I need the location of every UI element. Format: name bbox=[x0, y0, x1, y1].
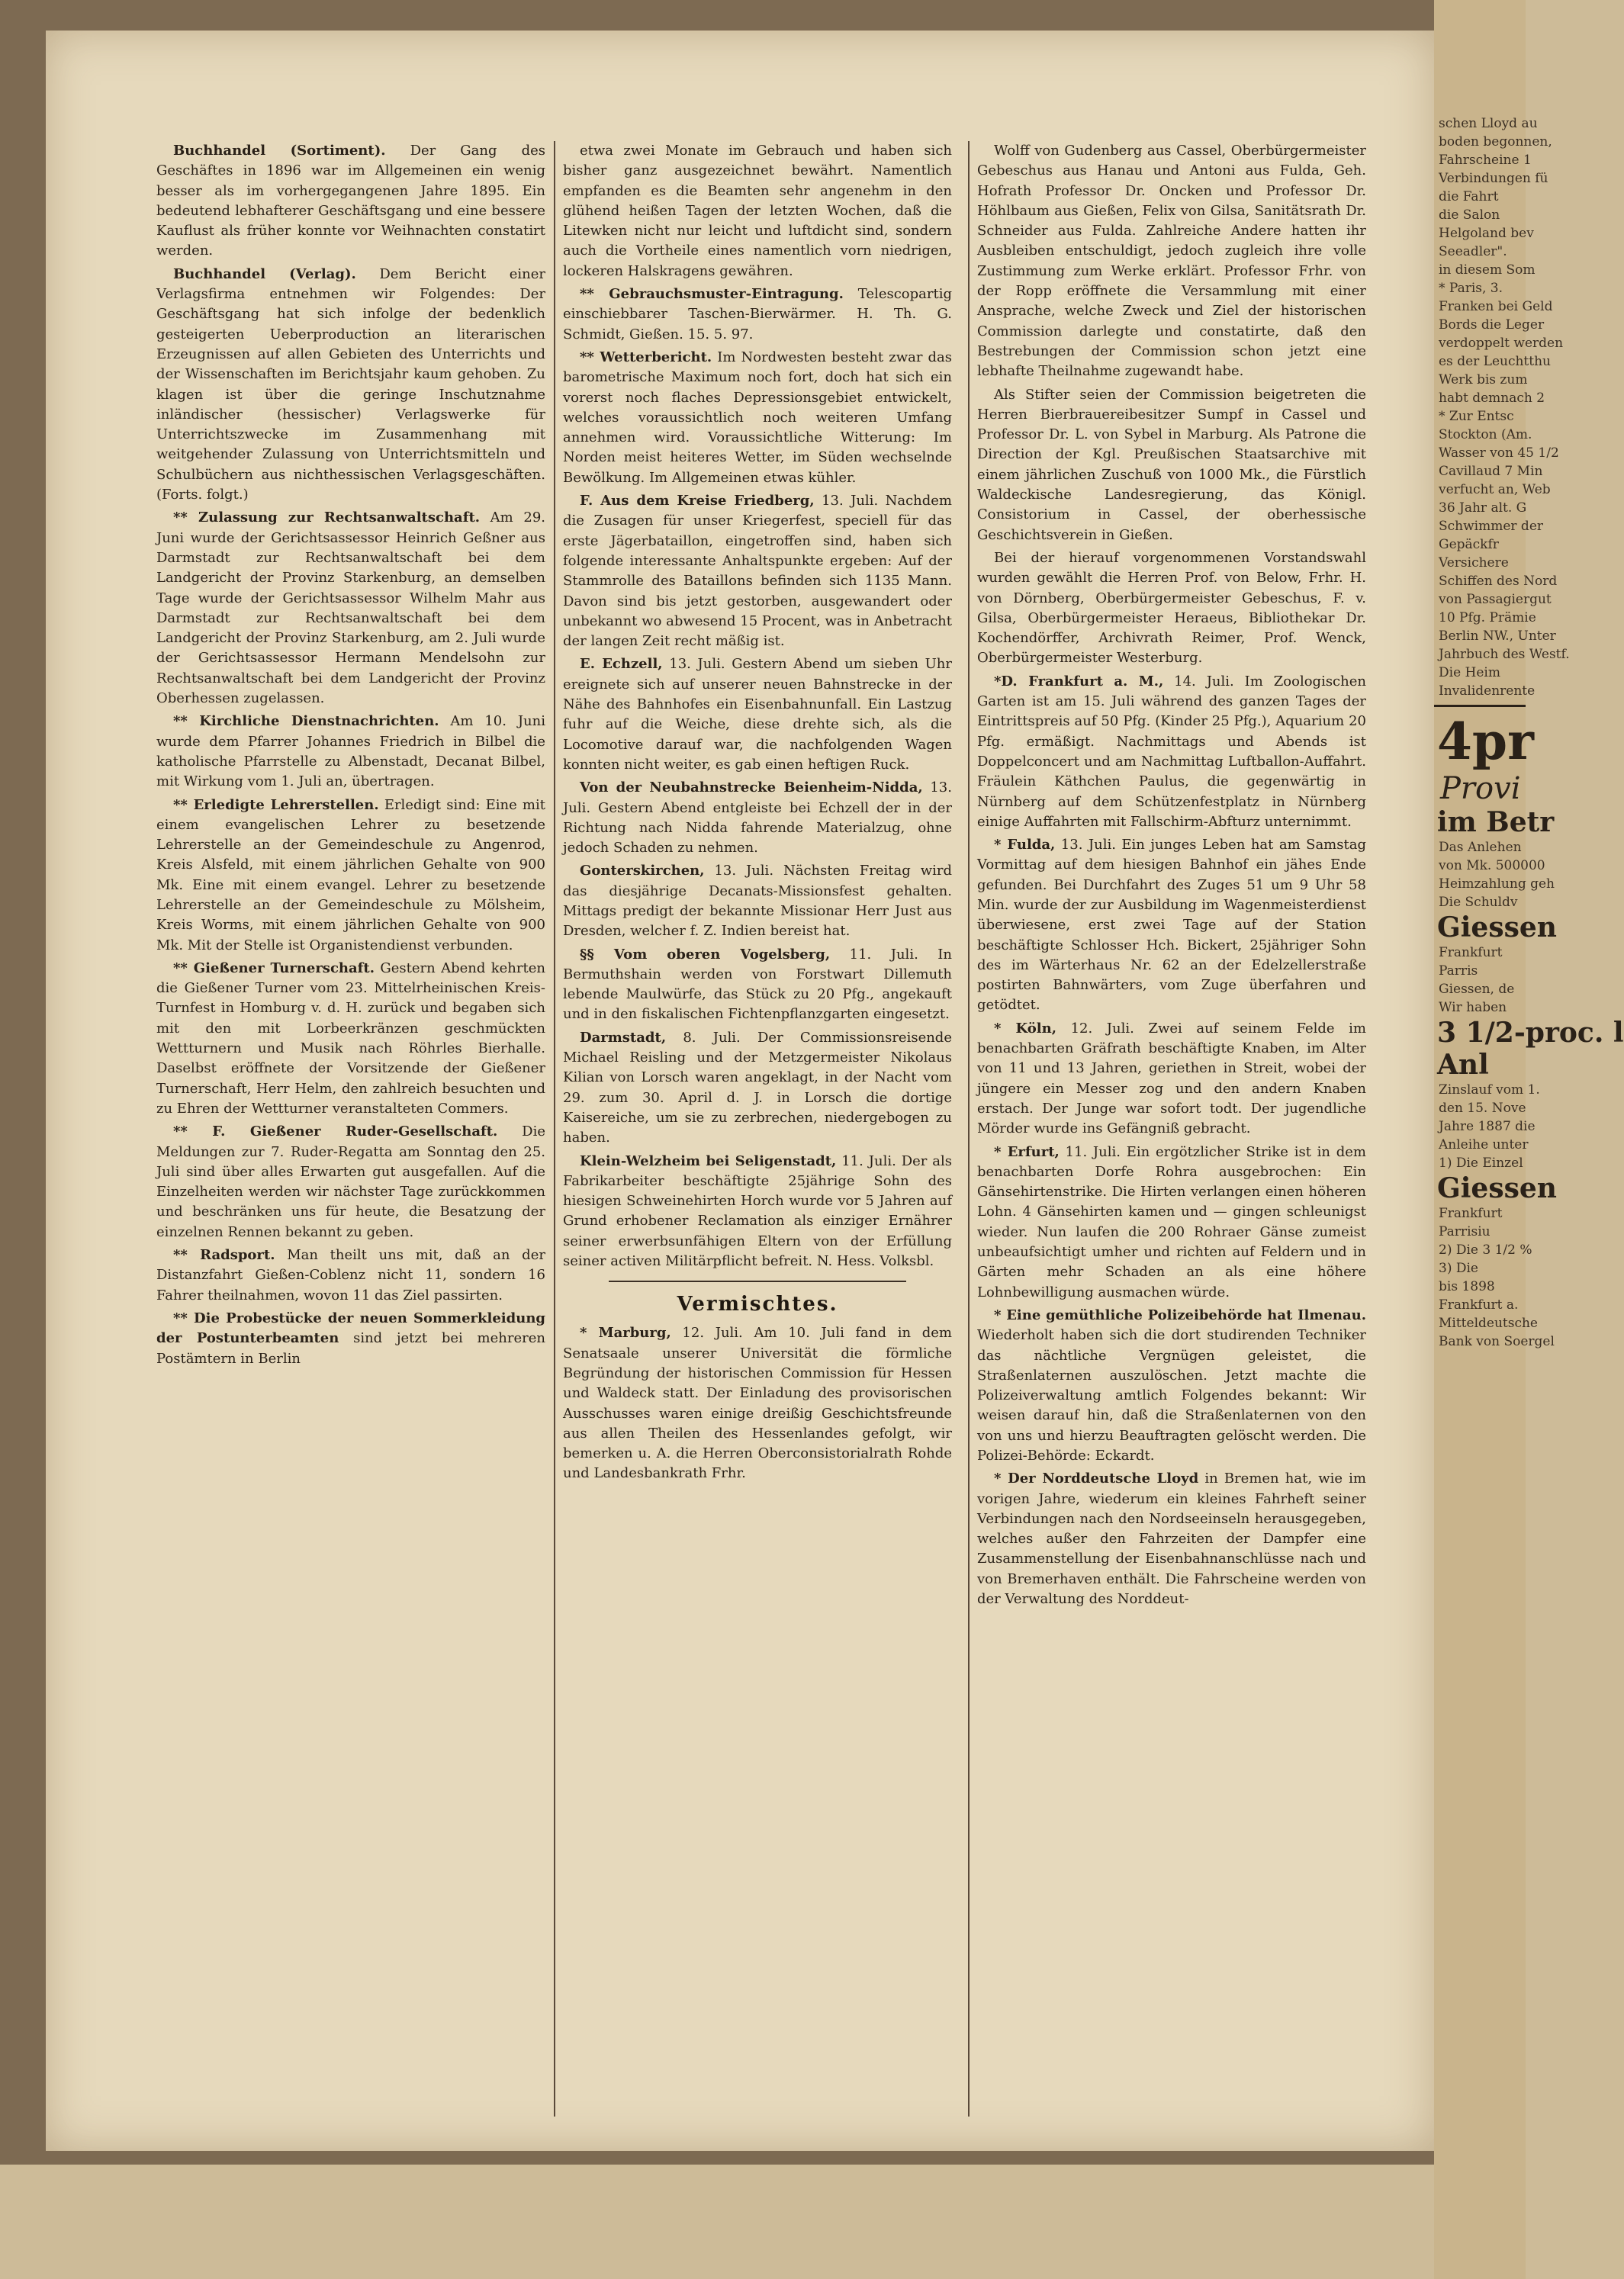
article-lead: §§ Vom oberen Vogelsberg, bbox=[580, 946, 831, 963]
article-lead: Klein-Welzheim bei Seligenstadt, bbox=[580, 1152, 837, 1169]
edge-text-fragment: von Passagiergut bbox=[1439, 592, 1552, 607]
edge-text-fragment: Wasser von 45 1/2 bbox=[1439, 445, 1559, 461]
article-lead: * Der Norddeutsche Lloyd bbox=[994, 1471, 1199, 1487]
article-paragraph bbox=[563, 141, 952, 281]
article-lead: F. Aus dem Kreise Friedberg, bbox=[580, 493, 815, 509]
article-text: 13. Juli. Gestern Abend entgleiste bei Echzell der in der Richtung nach Nidda fahrende Materialzug, ohne jedoch Schaden zu nehmen. bbox=[563, 779, 952, 857]
edge-text-fragment: Zinslauf vom 1. bbox=[1439, 1082, 1540, 1098]
column-1 bbox=[156, 141, 545, 2117]
edge-text-fragment: in diesem Som bbox=[1439, 262, 1536, 278]
edge-text-fragment: von Mk. 500000 bbox=[1439, 858, 1545, 873]
edge-text-fragment: Provi bbox=[1440, 771, 1521, 806]
article-paragraph bbox=[563, 1323, 952, 1483]
article-paragraph bbox=[563, 1028, 952, 1149]
edge-text-fragment: boden begonnen, bbox=[1439, 134, 1552, 149]
article-paragraph bbox=[563, 654, 952, 775]
edge-text-fragment: Frankfurt bbox=[1439, 945, 1503, 960]
article-paragraph bbox=[563, 348, 952, 488]
article-paragraph bbox=[156, 1246, 545, 1306]
column-2 bbox=[563, 141, 952, 2117]
edge-text-fragment: 3 1/2-proc. l bbox=[1437, 1017, 1624, 1049]
edge-text-fragment: im Betr bbox=[1437, 806, 1555, 838]
edge-text-fragment: die Fahrt bbox=[1439, 189, 1499, 204]
article-text: etwa zwei Monate im Gebrauch und haben sich bisher ganz ausgezeichnet bewährt. Namentlich empfanden es die Beamten sehr angenehm in den glühend heißen Tagen der letzten Wochen, daß die Litewken nicht nur leicht und luftdicht sind, sondern auch die Vortheile eines namentlich vorn niedrigen, lockeren Halskragens gewähren. bbox=[563, 143, 952, 279]
edge-text-fragment: Das Anlehen bbox=[1439, 840, 1522, 855]
article-text: 14. Juli. Im Zoologischen Garten ist am 15. Juli während des ganzen Tages der Eintrittspreis auf 50 Pfg. (Kinder 25 Pfg.), Aquarium 20 Pfg. ermäßigt. Nachmittags und Abends ist Doppelconcert und am Nachmittag Luftballon-Auffahrt. Fräulein Käthchen Paulus, die gegenwärtig in Nürnberg auf dem Schützenfestplatz in Nürnberg einige Auffahrten mit Fallschirm-Abfturz unternimmt. bbox=[977, 673, 1366, 830]
article-lead: ** Gebrauchsmuster-Eintragung. bbox=[580, 286, 844, 303]
edge-text-fragment: Frankfurt a. bbox=[1439, 1297, 1519, 1313]
edge-text-fragment: Die Schuldv bbox=[1439, 895, 1518, 910]
edge-text-fragment: Werk bis zum bbox=[1439, 372, 1528, 387]
article-text: Der Gang des Geschäftes in 1896 war im Allgemeinen ein wenig besser als im vorhergegangenen Jahre 1895. Ein bedeutend lebhafterer Geschäftsgang und eine bessere Kauflust als früher konnte vor Weihnachten constatirt werden. bbox=[156, 143, 545, 259]
article-text: Am 10. Juni wurde dem Pfarrer Johannes Friedrich in Bilbel die katholische Pfarrstelle zu Albenstadt, Decanat Bilbel, mit Wirkung vom 1. Juli an, übertragen. bbox=[156, 713, 545, 790]
article-text: 13. Juli. Ein junges Leben hat am Samstag Vormittag auf dem hiesigen Bahnhof ein jähes Ende gefunden. Bei Durchfahrt des Zuges 51 um 9 Uhr 58 Min. wurde der zur Ausbildung im Wagenmeisterdienst überwiesene, erst zwei Tage auf der Station beschäftigte Schlosser Hch. Bickert, 25jähriger Sohn des im Wärterhaus Nr. 62 an der Edelzellerstraße postirten Bahnwärters, vom Zuge überfahren und getödtet. bbox=[977, 837, 1366, 1014]
edge-text-fragment: Versichere bbox=[1439, 555, 1509, 571]
article-lead: * Eine gemüthliche Polizeibehörde hat Ilmenau. bbox=[994, 1307, 1366, 1323]
article-paragraph bbox=[156, 1309, 545, 1369]
article-text: Bei der hierauf vorgenommenen Vorstandswahl wurden gewählt die Herren Prof. von Below, Frhr. H. von Dörnberg, Oberbürgermeister Gebeschus, F. v. Gilsa, Oberbürgermeister Heraeus, Bibliothekar Dr. Kochendörffer, Archivrath Reimer, Prof. Wenck, Oberbürgermeister Westerburg. bbox=[977, 549, 1366, 667]
article-text: Im Nordwesten besteht zwar das barometrische Maximum noch fort, doch hat sich ein vorerst noch flaches Depressionsgebiet entwickelt, welches voraussichtlich noch weiteren Umfang annehmen wird. Voraussichtliche Witterung: Im Norden meist heiteres Wetter, im Süden wechselnde Bewölkung. Im Allgemeinen etwas kühler. bbox=[563, 349, 952, 486]
edge-text-fragment: Giessen bbox=[1437, 1172, 1557, 1204]
article-paragraph bbox=[156, 508, 545, 709]
edge-text-fragment: Seeadler". bbox=[1439, 244, 1507, 259]
edge-text-fragment: Parrisiu bbox=[1439, 1224, 1491, 1239]
article-text: Die Meldungen zur 7. Ruder-Regatta am Sonntag den 25. Juli sind über alles Erwarten gut ausgefallen. Auf die Einzelheiten werden wir nächster Tage zurückkommen und beschränken uns für heute, die Besatzung der einzelnen Rennen bekannt zu geben. bbox=[156, 1123, 545, 1240]
article-lead: Darmstadt, bbox=[580, 1029, 667, 1046]
article-lead: ** F. Gießener Ruder-Gesellschaft. bbox=[173, 1123, 498, 1140]
edge-text-fragment: Fahrscheine 1 bbox=[1439, 153, 1532, 168]
edge-text-fragment: * Paris, 3. bbox=[1439, 281, 1503, 296]
article-paragraph bbox=[977, 672, 1366, 832]
article-text: Erledigt sind: Eine mit einem evangelischen Lehrer zu besetzende Lehrerstelle an der Gemeindeschule zu Angenrod, Kreis Alsfeld, mit einem jährlichen Gehalte von 900 Mk. Eine mit einem evangel. Lehrer zu besetzende Lehrerstelle an der Gemeindeschule zu Mölsheim, Kreis Worms, mit einem jährlichen Gehalte von 900 Mk. Mit der Stelle ist Organistendienst verbunden. bbox=[156, 796, 545, 953]
article-paragraph bbox=[977, 548, 1366, 669]
edge-text-fragment: es der Leuchtthu bbox=[1439, 354, 1551, 369]
article-lead: ** Die Probestücke der neuen Sommerkleidung der Postunterbeamten bbox=[156, 1310, 545, 1347]
edge-text-fragment: Die Heim bbox=[1439, 665, 1500, 680]
edge-text-fragment: Wir haben bbox=[1439, 1000, 1507, 1015]
newspaper-content bbox=[156, 141, 1392, 2117]
edge-text-fragment: Gepäckfr bbox=[1439, 537, 1499, 552]
article-lead: * Erfurt, bbox=[994, 1143, 1060, 1160]
article-text: 12. Juli. Am 10. Juli fand in dem Senatsaale unserer Universität die förmliche Begründung der historischen Commission für Hessen und Waldeck statt. Der Einladung des provisorischen Ausschusses waren einige dreißig Geschichtsfreunde aus allen Theilen des Hessenlandes gefolgt, wir bemerken u. A. die Herren Oberconsistorialrath Rohde und Landesbankrath Frhr. bbox=[563, 1325, 952, 1482]
article-text: Am 29. Juni wurde der Gerichtsassessor Heinrich Geßner aus Darmstadt zur Rechtsanwaltschaft bei dem Landgericht der Provinz Starkenburg, an demselben Tage wurde der Gerichtsassessor Wilhelm Mahr aus Darmstadt zur Rechtsanwaltschaft bei dem Landgericht der Provinz Starkenburg, am 2. Juli wurde der Gerichtsassessor Hermann Mendelsohn zur Rechtsanwaltschaft bei dem Landgericht der Provinz Oberhessen zugelassen. bbox=[156, 509, 545, 707]
column-3 bbox=[977, 141, 1366, 2117]
article-lead: ** Kirchliche Dienstnachrichten. bbox=[173, 713, 439, 730]
article-lead: E. Echzell, bbox=[580, 656, 663, 673]
article-lead: Buchhandel (Verlag). bbox=[173, 265, 356, 282]
article-lead: * Köln, bbox=[994, 1020, 1056, 1037]
edge-divider bbox=[1434, 705, 1526, 707]
article-lead: Buchhandel (Sortiment). bbox=[173, 143, 386, 159]
edge-text-fragment: Jahre 1887 die bbox=[1439, 1119, 1536, 1134]
article-lead: ** Zulassung zur Rechtsanwaltschaft. bbox=[173, 509, 481, 526]
article-paragraph bbox=[977, 1019, 1366, 1140]
article-lead: ** Erledigte Lehrerstellen. bbox=[173, 796, 379, 813]
edge-text-fragment: Heimzahlung geh bbox=[1439, 876, 1555, 892]
edge-text-fragment: Giessen bbox=[1437, 911, 1557, 943]
article-text: Als Stifter seien der Commission beigetreten die Herren Bierbrauereibesitzer Sumpf in Cassel und Professor Dr. L. von Sybel in Marburg. Als Patrone die Direction der Kgl. Preußischen Staatsarchive mit einem jährlichen Zuschuß von 1000 Mk., die Fürstlich Waldeckische Landesregierung, das Königl. Consistorium in Cassel, der oberhessische Geschichtsverein in Gießen. bbox=[977, 386, 1366, 543]
article-paragraph bbox=[563, 778, 952, 858]
article-text: 13. Juli. Nachdem die Zusagen für unser Kriegerfest, speciell für das erste Jägerbataillon, eingetroffen sind, haben sich folgende interessante Anhaltspunkte ergeben: Auf der Stammrolle des Bataillons befinden sich 1135 Mann. Davon sind bis jetzt gestorben, ausgewandert oder unbekannt wo abwesend 15 Procent, was in Anbetracht der langen Zeit recht mäßig ist. bbox=[563, 493, 952, 650]
edge-text-fragment: Parris bbox=[1439, 963, 1478, 979]
article-paragraph bbox=[563, 284, 952, 345]
article-paragraph bbox=[563, 861, 952, 941]
edge-text-fragment: Giessen, de bbox=[1439, 982, 1515, 997]
article-text: 12. Juli. Zwei auf seinem Felde im benachbarten Gräfrath beschäftigte Knaben, im Alter von 11 und 13 Jahren, geriethen in Streit, wobei der jüngere ein Messer zog und den andern Knaben erstach. Der Junge war sofort todt. Der jugendliche Mörder wurde ins Gefängniß gebracht. bbox=[977, 1020, 1366, 1137]
article-text: Man theilt uns mit, daß an der Distanzfahrt Gießen-Coblenz nicht 11, sondern 16 Fahrer theilnahmen, wovon 11 das Ziel passirten. bbox=[156, 1247, 545, 1303]
column-rule bbox=[968, 141, 970, 2117]
article-text: 11. Juli. Der als Fabrikarbeiter beschäftigte 25jährige Sohn des hiesigen Schweinehirten Horch wurde vor 5 Jahren auf Grund erhobener Reclamation als einziger Ernährer seiner erwerbsunfähigen Eltern von der Erfüllung seiner activen Militärpflicht befreit. N. Hess. Volksbl. bbox=[563, 1152, 953, 1270]
edge-text-fragment: 1) Die Einzel bbox=[1439, 1156, 1523, 1171]
edge-text-fragment: Stockton (Am. bbox=[1439, 427, 1532, 442]
edge-text-fragment: bis 1898 bbox=[1439, 1279, 1495, 1294]
edge-text-fragment: 4pr bbox=[1437, 712, 1534, 771]
adjacent-page-edge bbox=[1434, 0, 1624, 2279]
article-paragraph bbox=[563, 491, 952, 651]
article-paragraph bbox=[977, 1143, 1366, 1303]
section-heading: Vermischtes. bbox=[677, 1293, 838, 1316]
edge-text-fragment: Frankfurt bbox=[1439, 1206, 1503, 1221]
article-paragraph bbox=[977, 141, 1366, 382]
article-text: sind jetzt bei mehreren Postämtern in Berlin bbox=[156, 1330, 545, 1367]
edge-text-fragment: * Zur Entsc bbox=[1439, 409, 1514, 424]
article-lead: ** Wetterbericht. bbox=[580, 349, 712, 365]
edge-text-fragment: habt demnach 2 bbox=[1439, 391, 1545, 406]
edge-text-fragment: verfucht an, Web bbox=[1439, 482, 1551, 497]
article-paragraph bbox=[156, 265, 545, 506]
article-text: 11. Juli. In Bermuthshain werden von Forstwart Dillemuth lebende Maulwürfe, das Stück zu 20 Pfg., angekauft und in den fiskalischen Fichtenpflanzgarten eingesetzt. bbox=[563, 946, 952, 1023]
edge-text-fragment: Jahrbuch des Westf. bbox=[1439, 647, 1570, 662]
edge-text-fragment: Anleihe unter bbox=[1439, 1137, 1529, 1152]
article-text: Wiederholt haben sich die dort studirenden Techniker das nächtliche Vergnügen geleistet, die Straßenlaternen auszulöschen. Jetzt machte die Polizeiverwaltung amtlich Folgendes bekannt: Wir weisen darauf hin, daß die Straßenlaternen von den von uns und hierzu Beauftragten gelöscht werden. Die Polizei-Behörde: Eckardt. bbox=[977, 1327, 1366, 1464]
edge-text-fragment: Bords die Leger bbox=[1439, 317, 1545, 333]
section-divider bbox=[609, 1281, 906, 1282]
article-paragraph bbox=[977, 1306, 1366, 1466]
article-paragraph bbox=[156, 959, 545, 1119]
edge-text-fragment: Mitteldeutsche bbox=[1439, 1316, 1538, 1331]
edge-text-fragment: 3) Die bbox=[1439, 1261, 1478, 1276]
edge-text-fragment: Cavillaud 7 Min bbox=[1439, 464, 1543, 479]
edge-text-fragment: den 15. Nove bbox=[1439, 1101, 1526, 1116]
article-lead: Gonterskirchen, bbox=[580, 863, 705, 879]
article-paragraph bbox=[156, 712, 545, 792]
article-paragraph bbox=[156, 141, 545, 262]
article-paragraph bbox=[563, 945, 952, 1025]
edge-text-fragment: 36 Jahr alt. G bbox=[1439, 500, 1527, 516]
article-text: 13. Juli. Gestern Abend um sieben Uhr ereignete sich auf unserer neuen Bahnstrecke in der Nähe des Bahnhofes ein Eisenbahnunfall. Ein Lastzug fuhr auf die Weiche, diese drehte sich, als die Locomotive darauf war, die nachfolgenden Wagen konnten nicht weiter, es gab einen heftigen Ruck. bbox=[563, 656, 952, 773]
edge-text-fragment: schen Lloyd au bbox=[1439, 116, 1538, 131]
edge-text-fragment: Invalidenrente bbox=[1439, 683, 1536, 699]
article-lead: ** Radsport. bbox=[173, 1247, 275, 1264]
article-lead: *D. Frankfurt a. M., bbox=[994, 673, 1164, 689]
article-paragraph bbox=[977, 835, 1366, 1016]
article-text: in Bremen hat, wie im vorigen Jahre, wiederum ein kleines Fahrheft seiner Verbindungen nach den Nordseeinseln herausgegeben, welches außer den Fahrzeiten der Dampfer eine Zusammenstellung der Eisenbahnanschlüsse nach und von Bremerhaven enthält. Die Fahrscheine werden von der Verwaltung des Norddeut- bbox=[977, 1471, 1366, 1608]
article-paragraph bbox=[156, 1122, 545, 1242]
edge-text-fragment: Bank von Soergel bbox=[1439, 1334, 1555, 1349]
article-text: Dem Bericht einer Verlagsfirma entnehmen wir Folgendes: Der Geschäftsgang hat sich infolge der bedenklich gesteigerten Ueberproduction an literarischen Erzeugnissen auf allen Gebieten des Unterrichts und der Wissenschaften im Berichtsjahr kaum gehoben. Zu klagen ist über die geringe Inschutznahme inländischer (hessischer) Verlagswerke für Unterrichtszwecke im Zusammenhang mit weitgehender Zulassung von Unterrichtsmitteln und Schulbüchern aus nichthessischen Verlagsgeschäften. (Forts. folgt.) bbox=[156, 265, 545, 503]
article-text: Gestern Abend kehrten die Gießener Turner vom 23. Mittelrheinischen Kreis-Turnfest in Homburg v. d. H. zurück und begaben sich mit den mit Lorbeerkränzen geschmückten Wettturnern und Musik nach Röhrles Bierhalle. Daselbst eröffnete der Vorsitzende der Gießener Turnerschaft, Herr Helm, den zahlreich besuchten und zu Ehren der Wettturner veranstalteten Commers. bbox=[156, 959, 545, 1117]
article-text: Telescopartig einschiebbarer Taschen-Bierwärmer. H. Th. G. Schmidt, Gießen. 15. 5. 97. bbox=[563, 286, 952, 342]
column-rule bbox=[554, 141, 555, 2117]
article-paragraph bbox=[563, 1152, 952, 1272]
article-lead: * Fulda, bbox=[994, 837, 1056, 853]
edge-text-fragment: Schiffen des Nord bbox=[1439, 574, 1558, 589]
edge-text-fragment: Schwimmer der bbox=[1439, 519, 1544, 534]
edge-text-fragment: Franken bei Geld bbox=[1439, 299, 1553, 314]
edge-text-fragment: Verbindungen fü bbox=[1439, 171, 1548, 186]
article-lead: * Marburg, bbox=[580, 1325, 671, 1342]
article-paragraph bbox=[977, 1469, 1366, 1609]
article-text: 13. Juli. Nächsten Freitag wird das diesjährige Decanats-Missionsfest gehalten. Mittags predigt der bekannte Missionar Herr Just aus Dresden, welcher f. Z. Indien bereist hat. bbox=[563, 863, 952, 940]
article-paragraph bbox=[156, 796, 545, 956]
edge-text-fragment: die Salon bbox=[1439, 207, 1500, 223]
edge-text-fragment: verdoppelt werden bbox=[1439, 336, 1564, 351]
edge-text-fragment: Anl bbox=[1437, 1049, 1489, 1081]
article-lead: Von der Neubahnstrecke Beienheim-Nidda, bbox=[580, 779, 923, 796]
edge-text-fragment: 10 Pfg. Prämie bbox=[1439, 610, 1536, 625]
edge-text-fragment: 2) Die 3 1/2 % bbox=[1439, 1242, 1532, 1258]
article-text: 8. Juli. Der Commissionsreisende Michael Reisling und der Metzgermeister Nikolaus Kilian von Lorsch waren angeklagt, in der Nacht vom 29. zum 30. April d. J. in Lorsch die dortige Kaisereiche, um sie zu zerbrechen, niedergebogen zu haben. bbox=[563, 1029, 952, 1146]
article-text: Wolff von Gudenberg aus Cassel, Oberbürgermeister Gebeschus aus Hanau und Antoni aus Fulda, Geh. Hofrath Professor Dr. Oncken und Professor Dr. Höhlbaum aus Gießen, Felix von Gilsa, Sanitätsrath Dr. Schneider aus Fulda. Zahlreiche Andere hatten ihr Ausbleiben entschuldigt, jedoch zugleich ihre volle Zustimmung zum Werke erklärt. Professor Frhr. von der Ropp eröffnete die Versammlung mit einer Ansprache, welche Zweck und Ziel der historischen Commission darlegte und constatirte, daß den Bestrebungen der Commission schon jetzt eine lebhafte Theilnahme zugewandt habe. bbox=[977, 143, 1366, 380]
article-lead: ** Gießener Turnerschaft. bbox=[173, 959, 375, 976]
article-paragraph bbox=[977, 385, 1366, 545]
article-text: 11. Juli. Ein ergötzlicher Strike ist in dem benachbarten Dorfe Rohra ausgebrochen: Ein Gänsehirtenstrike. Die Hirten verlangen einen höheren Lohn. 4 Gänsehirten kamen und — gingen schleunigst wieder. Nun laufen die 200 Rohraer Gänse zumeist unbeaufsichtigt umher und richten auf Feldern und in Gärten mehr Schaden an als eine höhere Lohnbewilligung ausmachen würde. bbox=[977, 1143, 1367, 1300]
edge-text-fragment: Berlin NW., Unter bbox=[1439, 628, 1556, 644]
edge-text-fragment: Helgoland bev bbox=[1439, 226, 1534, 241]
